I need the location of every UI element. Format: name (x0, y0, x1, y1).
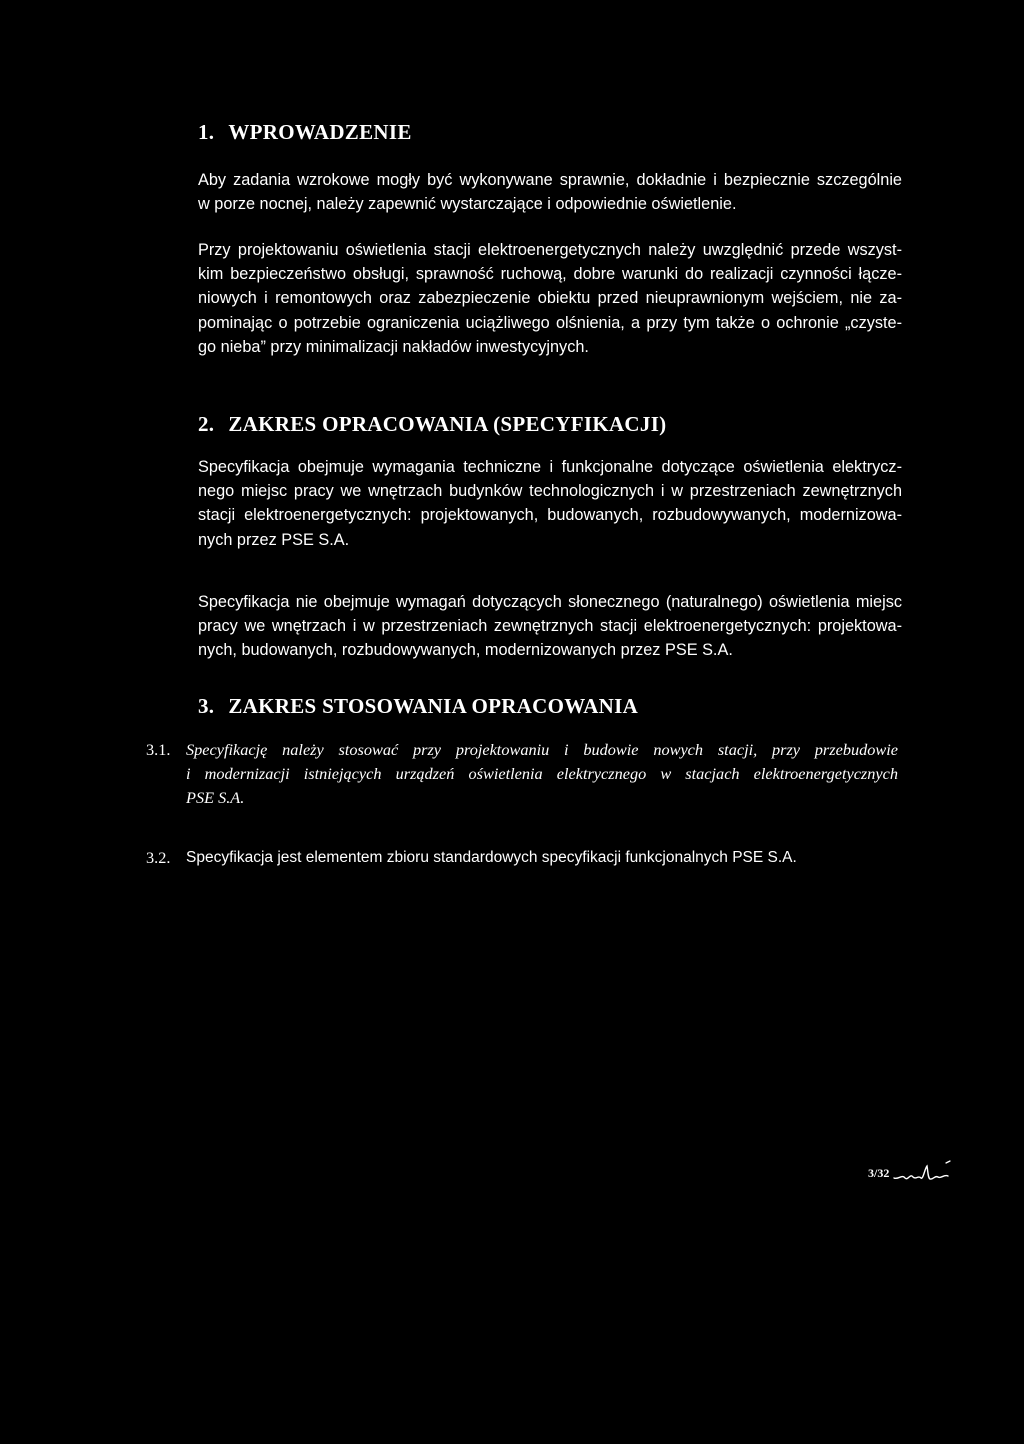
paragraph-line: kim bezpieczeństwo obsługi, sprawność ruchową, dobre warunki do realizacji czynności łącze- (198, 265, 902, 284)
paragraph-line: stacji elektroenergetycznych: projektowanych, budowanych, rozbudowywanych, modernizowa- (198, 506, 902, 525)
paragraph-line: nego miejsc pracy we wnętrzach budynków technologicznych i w przestrzeniach zewnętrznych (198, 482, 902, 501)
section-3-title: ZAKRES STOSOWANIA OPRACOWANIA (228, 694, 639, 718)
paragraph-line: Aby zadania wzrokowe mogły być wykonywane sprawnie, dokładnie i bezpiecznie szczególnie (198, 171, 902, 189)
paragraph-line: PSE S.A. (186, 788, 245, 808)
paragraph-line: Specyfikacja nie obejmuje wymagań dotyczących słonecznego (naturalnego) oświetlenia miejsc (198, 593, 902, 611)
section-3-heading (198, 694, 638, 719)
paragraph-line: Przy projektowaniu oświetlenia stacji elektroenergetycznych należy uwzględnić przede wszyst- (198, 241, 902, 259)
paragraph-line: i modernizacji istniejących urządzeń oświetlenia elektrycznego w stacjach elektroenergetycznych (186, 764, 898, 784)
handwritten-initials (892, 1158, 956, 1184)
list-item-text (186, 738, 898, 811)
paragraph-line: nych, budowanych, rozbudowywanych, modernizowanych przez PSE S.A. (198, 641, 733, 660)
section-2-paragraph-2 (198, 590, 902, 663)
list-item-number: 3.2. (146, 848, 171, 867)
section-1-paragraph-1 (198, 168, 902, 216)
list-item-number: 3.1. (146, 740, 171, 759)
section-2-heading (198, 412, 666, 437)
section-2-paragraph-1 (198, 455, 902, 552)
paragraph-line: Specyfikacja obejmuje wymagania techniczne i funkcjonalne dotyczące oświetlenia elektrycz- (198, 458, 902, 476)
section-1-heading (198, 120, 412, 145)
section-1-number: 1. (198, 120, 215, 144)
paragraph-line: w porze nocnej, należy zapewnić wystarczające i odpowiednie oświetlenie. (198, 195, 737, 214)
paragraph-line: go nieba” przy minimalizacji nakładów inwestycyjnych. (198, 337, 589, 356)
section-1-title: WPROWADZENIE (228, 120, 412, 144)
paragraph-line: Specyfikacja jest elementem zbioru standardowych specyfikacji funkcjonalnych PSE S.A. (186, 849, 797, 866)
section-1-paragraph-2 (198, 238, 902, 359)
paragraph-line: pracy we wnętrzach i w przestrzeniach zewnętrznych stacji elektroenergetycznych: projektowa- (198, 617, 902, 636)
page-number: 3/32 (868, 1166, 890, 1180)
paragraph-line: Specyfikację należy stosować przy projektowaniu i budowie nowych stacji, przy przebudowie (186, 740, 898, 759)
section-2-title: ZAKRES OPRACOWANIA (SPECYFIKACJI) (228, 412, 667, 436)
section-2-number: 2. (198, 412, 215, 436)
section-3-number: 3. (198, 694, 215, 718)
list-item-text (186, 846, 898, 870)
paragraph-line: nych przez PSE S.A. (198, 530, 350, 549)
paragraph-line: niowych i remontowych oraz zabezpieczenie obiektu przed nieuprawnionym wejściem, nie za- (198, 289, 902, 308)
paragraph-line: pominając o potrzebie ograniczenia uciążliwego olśnienia, a przy tym także o ochronie „czyste- (198, 313, 902, 332)
